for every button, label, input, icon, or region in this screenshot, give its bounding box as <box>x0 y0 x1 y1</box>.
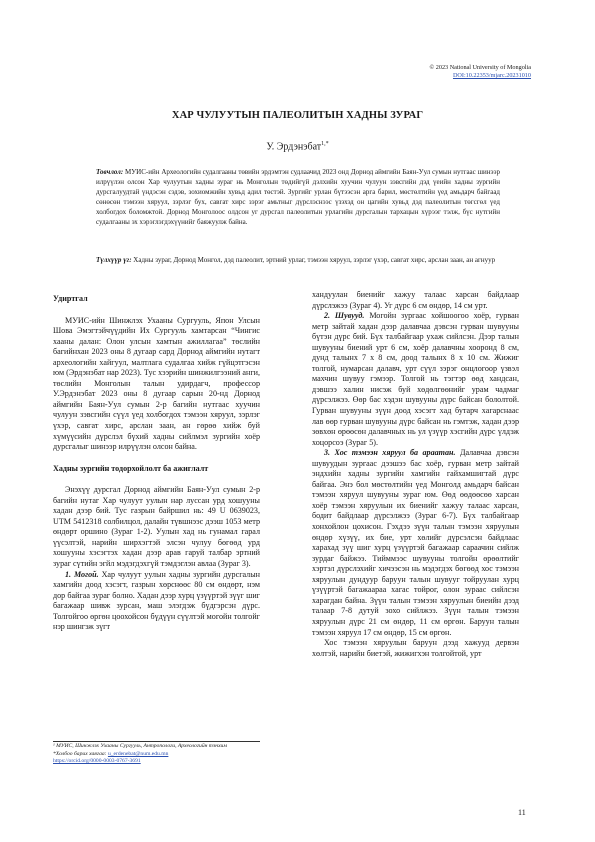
article-title: ХАР ЧУЛУУТЫН ПАЛЕОЛИТЫН ХАДНЫ ЗУРАГ <box>171 110 424 121</box>
affiliation-footnote: ¹ МУИС, Шинжлэх Ухааны Сургууль, Антропологи, Археологийн тэнхим <box>53 743 227 749</box>
item-2-paragraph <box>312 311 519 448</box>
keywords-text: Хадны зураг, Дорнод Монгол, дэд палеолит, эртний урлаг, тэмээн хяруул, зэрлэг үхэр, савгат хирс, арслан заан, ан агнуур <box>131 256 496 264</box>
author-marks: 1,* <box>321 141 329 147</box>
author-line <box>40 141 555 152</box>
abstract-text: МУИС-ийн Археологийн судалгааны төвийн эрдэмтэн судлаачид 2023 онд Дорнод аймгийн Баян-Уул сумын нутгаас шинээр илрүүлэн олсон Хар чулуутын хадны зураг нь Монголын төдийгүй дэлхийн хуучин чулуун зэвсгийн дэд үеийн хадны зургийн дурсгалуудтай үндэсэн сэдэв, зохиомжийн хувьд адил төстэй. Зургийг урлан бүтээсэн арга барил, мөстөлтийн үед амьдарч байгаад сөнөсөн тэмээн хяруул, зэрлэг бух, савгат хирс зэрэг амьтныг дүрслэснээс үзэхэд он цагийн хувьд дэд палеолитын төгсгөл үед холбогдох боломжтой. Дорнод Монголоос олдсон уг дурсгал палеолитын урлагийн дурсгалын тархацын хүрээг тэлж, бүс нутгийн судалгааны эх хэрэглэгдэхүүнийг баяжуулж байна. <box>96 168 500 227</box>
continued-paragraph: хандуулан биенийг хажуу талаас харсан байдлаар дүрслэжээ (Зураг 4). Уг дүрс 6 см өндөр, 14 см урт. <box>312 290 519 310</box>
copyright-line: © 2023 National University of Mongolia <box>429 64 531 71</box>
right-column <box>312 290 519 659</box>
item-1-label: 1. Могой. <box>65 569 99 579</box>
item-3-label: 3. Хос тэмээн хяруул ба араатан. <box>324 448 456 458</box>
item-2-label: 2. Шувууд. <box>324 311 365 321</box>
item-1-text: Хар чулуут уулын хадны зургийн дурсгалын хамгийн доод хэсэгт, газрын хөрснөөс 80 см өндөрт, нэм дор байгаа зураг болно. Хадан дээр хурц үзүүртэй зүүг шиг багажаар шивж зурсан, маш элэгдэж бүдгэрсэн дүрс. Толгойгоо өргөн цоохойсон бүдүүн сүүлтэй могойн толгойг нэр шингэж зүгт <box>53 569 260 632</box>
abstract <box>96 167 500 228</box>
item-3-text: Далавчаа дэвсэн шувуудын зургаас дээшээ бас хоёр, гурван метр зайтай эндхийн хадны зургийн хамгийн гайхамшигтай дүрс байгаа. Энэ бол мөстөлтийн үед Монголд амьдарч байсан тэмээн хяруул шувууны зураг юм. Өөд өөдөөсөө харсан хоёр тэмээн хяруулын их биенийг хажуу талаас харсан, бодит байдлаар дүрсэлжээ (Зураг 6-7). Бүх талбайгаар хонхойлон цохисон. Гэхдээ зүүн талын тэмээн хяруулын өндөр хүзүү, их бие, урт хөлийг дүрсэлсэн байдлаас харахад зүү шиг хурц үзүүртэй багажаар сараачин сийлж зурдаг байжээ. Тийммээс шувууны толгойн өрөөлтийг хэртэл дүрслэхийг хичээсэн нь мэдэгдэх бөгөөд хос тэмээн хяруулын дундуур баруун талын шувууг тойруулан хурц үзүүртэй багажаараа хагас тойрог, олон зураас сийлсэн харагдан байна. Зүүн талын тэмээн хяруулын биеийн дээд талаар 7-8 дутуй зохо сийлжээ. Зүүн талын тэмээн хяруулын дүрс 21 см өндөр, 11 см өргөн. Баруун талын тэмээн хяруул 17 см өндөр, 15 см өргөн. <box>312 448 520 637</box>
journal-header <box>430 64 531 80</box>
doi-link[interactable]: DOI:10.22353/mjarc.20231010 <box>452 72 531 79</box>
abstract-label: Товчлол: <box>96 168 124 176</box>
author-name: У. Эрдэнэбат <box>266 141 322 153</box>
keywords <box>96 255 500 265</box>
footnote-divider <box>53 741 260 742</box>
intro-heading: Удиртгал <box>53 294 88 303</box>
item-4-paragraph: Хос тэмээн хяруулын баруун дээд хажууд дервэн хөлтэй, нарийн биетэй, жижигхэн толгойтой, урт <box>312 638 519 658</box>
location-paragraph: Энэхүү дурсгал Дорнод аймгийн Баян-Уул сумын 2-р багийн нутаг Хар чулуут уулын нар луссан урд хошууны хадан дээр бий. Тус газрын байршил нь: 49 U 0639023, UTM 5412318 солбилцол, далайн түвшнээс дээш 1053 метр өндөрт оршино (Зураг 1-2). Уулын хад нь гунамал гарал үүсэлтэй, нарийн ширхэгтэй элсэн чулуу бөгөөд урд хошууны хэсэгтэх хадан дээр арав гаруй талбар эртний зураг сүтийн эгйл мэдэгдэхгүй тэмдэглэн авлаа (Зураг 3). <box>53 485 260 569</box>
email-link[interactable]: u_erdenebat@num.edu.mn <box>107 750 169 757</box>
left-column <box>53 294 260 633</box>
item-3-paragraph <box>312 448 519 638</box>
keywords-label: Түлхүүр үг: <box>96 256 132 264</box>
contact-footnote <box>53 751 283 759</box>
email-label: *Холбоо барих хаягаа: <box>53 750 108 757</box>
footnotes <box>53 743 283 766</box>
location-heading: Хадны зургийн тодорхойлолт ба ажиглалт <box>53 463 209 473</box>
intro-paragraph: МУИС-ийн Шинжлэх Ухааны Сургууль, Япон Улсын Шова Эмэгтэйчүүдийн Их Сургууль хамтарсан “Чингис хааны далан: Олон улсын хамтын ажиллагаа” төслийн багийнхан 2023 оны 8 дугаар сард Дорнод аймгийн нутагт археологийн хайгуул, малтлага судалгаа хийж гүйцэтгэсэн юм (Эрдэнэбат нар 2023). Тус хээрийн шинжилгээний анги, төслийн Монголын талын удирдагч, профессор У.Эрдэнэбат 2023 оны 8 дугаар сарын 20-нд Дорнод аймгийн Баян-Уул сумын 2-р багийн нутгаас хуучин чулуун зэвсгийн сүүл үед холбогдох тэмээн хяруул, зэрлэг үхэр, савгат хирс, арслан заан, ан гөрөө хийж буй хүмүүсийн дүрслэл бүхий хадны сийлмэл зургийн хоёр дурсгалыг шинээр илрүүлэн олсон байна. <box>53 315 260 452</box>
item-2-text: Могойн зургаас хойшоогоо хоёр, гурван метр зайтай хадан дээр далавчаа дэвсэн гурван шувууны бүтэн дүрс бий. Бүх талбайгаар ухаж сийлсэн. Дээр талын шувууны биений урт 6 см, хоёр далавчны хооронд 8 см, дунд талынх 7 х 8 см, доод талынх 8 х 10 см. Жижиг толгой, нумарсан далавч, урт сүүл зэрэг онцлогоор үзвэл махчин шувуу гэмээр. Толгой нь тэгтэр өөд хандсан, дэвшээ халин нисэж буй хөдөлгөөнийг урам чадмаг дүрсэлжээ. Өөр бас хэдэн шувууны дүрс байсан бололтой. Гурван шувууны зүүн доод хэсэгт хад бутарч хагарснаас лав өөр гурван шувууны дүрс байсан нь гэмтэж, хадан дээр зөвхөн өрөөсөн далавчных нь ул үзүүр хэсгийн дүрс үлдэж хоцорсоэ (Зураг 5). <box>312 311 519 447</box>
item-1-paragraph <box>53 570 260 633</box>
page-number: 11 <box>518 808 526 817</box>
orcid-link[interactable]: https://orcid.org/0000-0003-0767-3691 <box>53 758 141 765</box>
